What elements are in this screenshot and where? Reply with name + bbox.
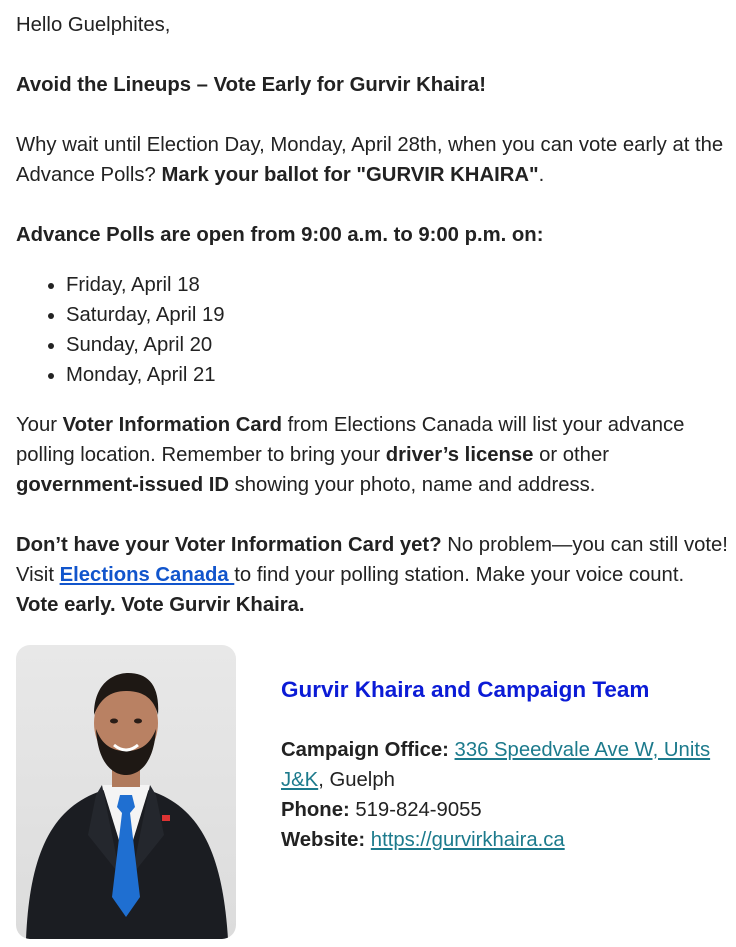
intro-bold: Mark your ballot for "GURVIR KHAIRA" <box>161 164 539 186</box>
headline: Avoid the Lineups – Vote Early for Gurvir Khaira! <box>16 74 486 96</box>
no-card-text-2: to find your polling station. Make your voice count. <box>234 564 685 586</box>
candidate-photo <box>16 645 236 939</box>
no-card-bold-2: Vote early. Vote Gurvir Khaira. <box>16 594 305 616</box>
intro-end: . <box>538 164 545 186</box>
website-line <box>281 825 721 855</box>
website-label: Website: <box>281 829 366 851</box>
website-link[interactable]: https://gurvirkhaira.ca <box>370 829 565 851</box>
no-card-text-1: No problem—you can still vote! Visit <box>16 534 728 586</box>
candidate-portrait-icon <box>16 645 236 939</box>
poll-day-item: • Sunday, April 20 <box>66 330 225 360</box>
office-label: Campaign Office: <box>281 739 449 761</box>
phone-value: 519-824-9055 <box>355 799 482 821</box>
voter-info-bold-1: Voter Information Card <box>62 414 282 436</box>
voter-info-paragraph <box>16 410 728 500</box>
signature-details <box>281 735 721 855</box>
polls-heading: Advance Polls are open from 9:00 a.m. to 9:00 p.m. on: <box>16 224 544 246</box>
poll-day-item: • Saturday, April 19 <box>66 300 225 330</box>
office-line <box>281 735 721 795</box>
voter-info-bold-3: government-issued ID <box>16 474 229 496</box>
signature-title: Gurvir Khaira and Campaign Team <box>281 677 650 702</box>
intro-paragraph <box>16 130 728 190</box>
office-city: , Guelph <box>318 769 395 791</box>
phone-line <box>281 795 721 825</box>
voter-info-text-1: Your <box>16 414 63 436</box>
greeting: Hello Guelphites, <box>16 14 171 36</box>
poll-day-item: • Monday, April 21 <box>66 360 225 390</box>
intro-text: Why wait until Election Day, Monday, April 28th, when you can vote early at the Advance Polls? <box>16 134 724 186</box>
phone-label: Phone: <box>281 799 350 821</box>
voter-info-text-2: from Elections Canada will list your advance polling location. Remember to bring your <box>16 414 685 466</box>
elections-canada-link[interactable]: Elections Canada <box>59 564 235 586</box>
no-card-bold-1: Don’t have your Voter Information Card yet? <box>16 534 442 556</box>
voter-info-bold-2: driver’s license <box>385 444 534 466</box>
voter-info-text-4: showing your photo, name and address. <box>229 474 596 496</box>
poll-days-list <box>16 270 225 390</box>
office-address-link[interactable]: 336 Speedvale Ave W, Units J&K <box>281 739 711 791</box>
voter-info-text-3: or other <box>533 444 609 466</box>
poll-day-item: • Friday, April 18 <box>66 270 225 300</box>
no-card-paragraph <box>16 530 728 620</box>
